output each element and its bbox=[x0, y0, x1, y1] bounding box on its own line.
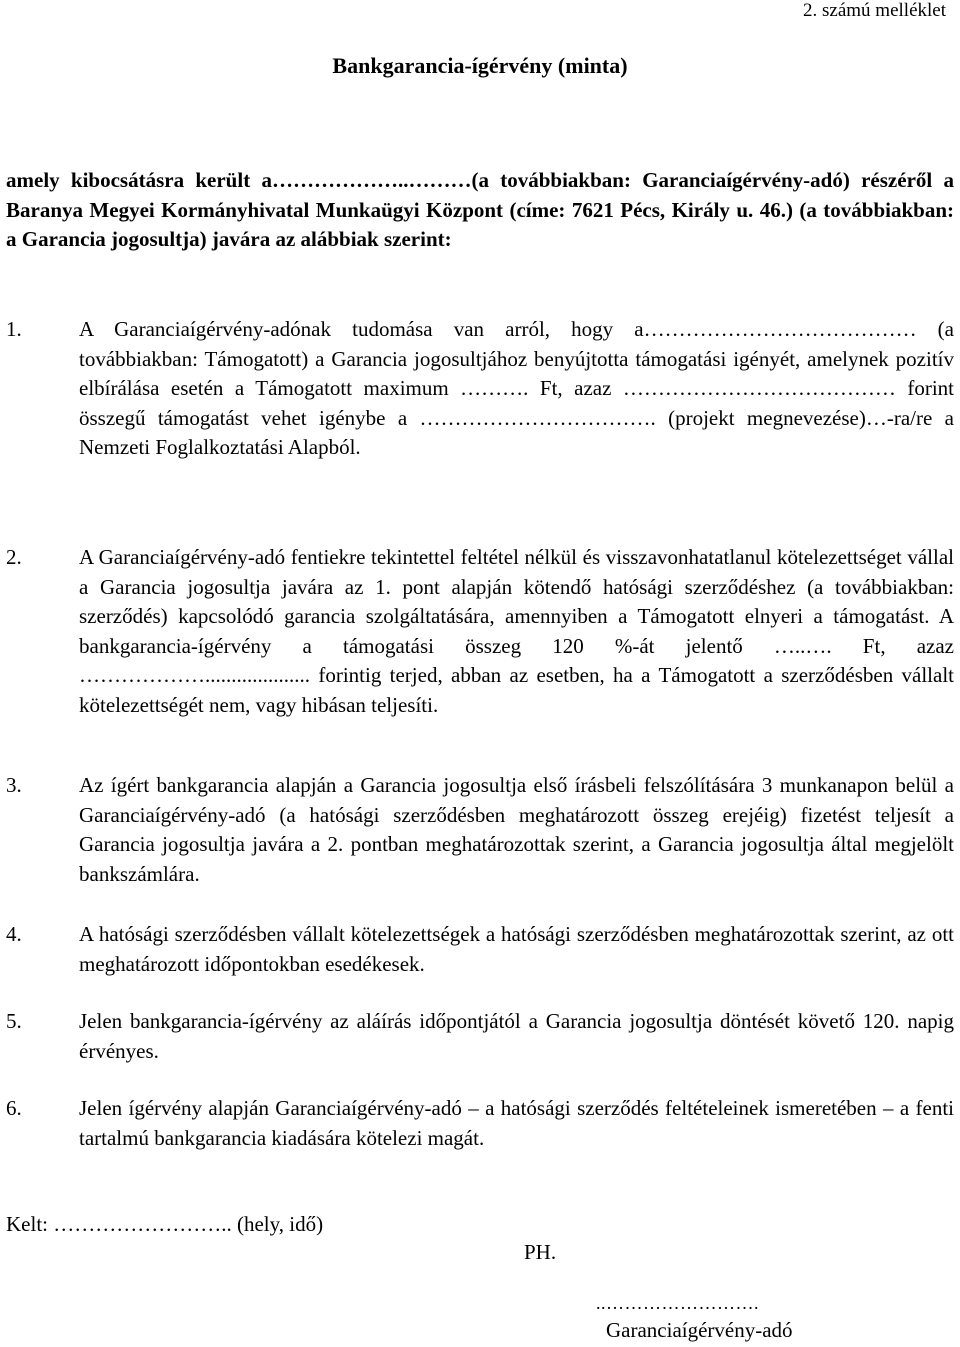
item-number: 4. bbox=[6, 922, 22, 946]
item-text: Az ígért bankgarancia alapján a Garancia jogosultja első írásbeli felszólítására 3 munkanapon belül a Garanciaígérvény-adó (a hatósági szerződésben meghatározott összeg erejéig) fizetést teljesít a Garancia jogosultja javára a 2. pontban meghatározottak szerint, a Garancia jogosultja által megjelölt bankszámlára. bbox=[79, 773, 954, 886]
list-item-2 bbox=[6, 543, 954, 720]
list-item-6 bbox=[6, 1094, 954, 1153]
item-number: 3. bbox=[6, 773, 22, 797]
item-text: A Garanciaígérvény-adónak tudomása van arról, hogy a………………………………… (a továbbiakban: Támogatott) a Garancia jogosultjához benyújtotta támogatási igényét, amelynek pozitív elbírálása esetén a Támogatott maximum ………. Ft, azaz ………………………………… forint összegű támogatást vehet igénybe a ……………………………. (projekt megnevezése)…-ra/re a Nemzeti Foglalkoztatási Alapból. bbox=[79, 317, 954, 459]
signature-line: ..……………………. bbox=[596, 1293, 759, 1313]
item-text: Jelen ígérvény alapján Garanciaígérvény-adó – a hatósági szerződés feltételeinek ismeretében – a fenti tartalmú bankgarancia kiadására kötelezi magát. bbox=[79, 1096, 954, 1150]
stamp-label: PH. bbox=[524, 1240, 557, 1264]
annex-label: 2. számú melléklet bbox=[803, 0, 946, 21]
place-date-line: Kelt: …………………….. (hely, idő) bbox=[6, 1212, 324, 1236]
intro-paragraph: amely kibocsátásra került a………………..………(a továbbiakban: Garanciaígérvény-adó) részéről a Baranya Megyei Kormányhivatal Munkaügyi Központ (címe: 7621 Pécs, Király u. 46.) (a továbbiakban: a Garancia jogosultja) javára az alábbiak szerint: bbox=[6, 168, 954, 251]
item-text: Jelen bankgarancia-ígérvény az aláírás időpontjától a Garancia jogosultja döntését követő 120. napig érvényes. bbox=[79, 1009, 954, 1063]
list-item-4 bbox=[6, 920, 954, 979]
item-number: 2. bbox=[6, 545, 22, 569]
list-item-5 bbox=[6, 1007, 954, 1066]
list-item-1 bbox=[6, 315, 954, 463]
item-text: A hatósági szerződésben vállalt kötelezettségek a hatósági szerződésben meghatározottak szerint, az ott meghatározott időpontokban esedékesek. bbox=[79, 922, 954, 976]
document-title: Bankgarancia-ígérvény (minta) bbox=[332, 53, 628, 78]
item-number: 1. bbox=[6, 317, 22, 341]
item-number: 6. bbox=[6, 1096, 22, 1120]
item-text: A Garanciaígérvény-adó fentiekre tekintettel feltétel nélkül és visszavonhatatlanul kötelezettséget vállal a Garancia jogosultja javára az 1. pont alapján kötendő hatósági szerződéshez (a továbbiakban: szerződés) kapcsolódó garancia szolgáltatására, amennyiben a Támogatott elnyeri a támogatást. A bankgarancia-ígérvény a támogatási összeg 120 %-át jelentő …..…. Ft, azaz ……………….................... forintig terjed, abban az esetben, ha a Támogatott a szerződésben vállalt kötelezettségét nem, vagy hibásan teljesíti. bbox=[79, 545, 954, 717]
list-item-3 bbox=[6, 771, 954, 889]
signature-label: Garanciaígérvény-adó bbox=[606, 1318, 793, 1342]
item-number: 5. bbox=[6, 1009, 22, 1033]
